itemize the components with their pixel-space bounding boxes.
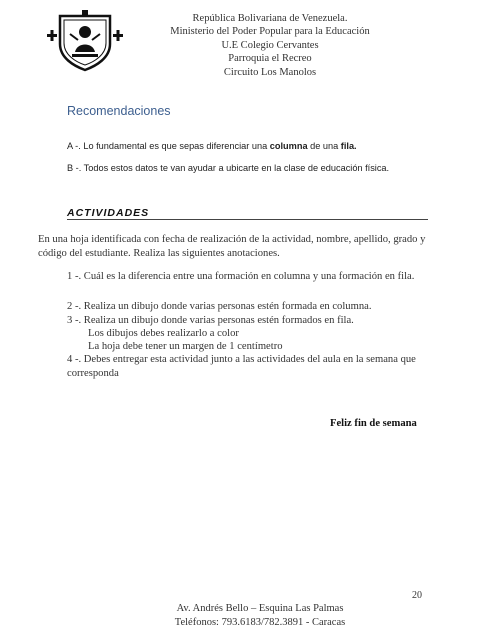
closing-message: Feliz fin de semana <box>330 418 417 429</box>
header-country: República Bolivariana de Venezuela. <box>192 13 348 24</box>
activity-item-2: 2 -. Realiza un dibujo donde varias personas estén formada en columna. <box>67 301 372 312</box>
activities-title: ACTIVIDADES <box>67 207 150 219</box>
footer-address: Av. Andrés Bello – Esquina Las Palmas <box>176 603 344 614</box>
header-school: U.E Colegio Cervantes <box>221 39 319 51</box>
footer-phones: Teléfonos: 793.6183/782.3891 - Caracas <box>174 616 346 628</box>
activity-item-4: 4 -. Debes entregar esta actividad junto a las actividades del aula en la semana que corresponda <box>67 354 416 379</box>
recommendations-title: Recomendaciones <box>67 104 171 118</box>
recommendation-a-bold-columna: columna <box>269 141 308 151</box>
header-ministry: Ministerio del Poder Popular para la Educación <box>170 26 370 38</box>
recommendation-a <box>67 141 357 151</box>
recommendation-a-bold-fila: fila. <box>340 141 357 151</box>
footer <box>170 602 350 629</box>
letterhead <box>160 12 380 79</box>
section-divider <box>67 219 428 220</box>
activity-subnote-color: Los dibujos debes realizarlo a color <box>88 328 239 339</box>
recommendation-a-middle: de una <box>307 141 341 151</box>
activity-item-3: 3 -. Realiza un dibujo donde varias personas estén formados en fila. <box>67 315 354 326</box>
school-crest-icon <box>44 10 126 72</box>
activities-intro: En una hoja identificada con fecha de realización de la actividad, nombre, apellido, grado y código del estudiante. Realiza las siguientes anotaciones. <box>38 234 426 259</box>
header-circuit: Circuito Los Manolos <box>223 66 317 78</box>
recommendation-b: B -. Todos estos datos te van ayudar a ubicarte en la clase de educación física. <box>67 163 390 173</box>
header-parish: Parroquia el Recreo <box>228 53 312 65</box>
recommendation-a-prefix: A -. Lo fundamental es que sepas diferenciar una <box>67 141 270 151</box>
page-number: 20 <box>412 590 422 601</box>
activity-subnote-margin: La hoja debe tener un margen de 1 centímetro <box>88 341 283 352</box>
activity-item-1: 1 -. Cuál es la diferencia entre una formación en columna y una formación en fila. <box>67 271 415 282</box>
